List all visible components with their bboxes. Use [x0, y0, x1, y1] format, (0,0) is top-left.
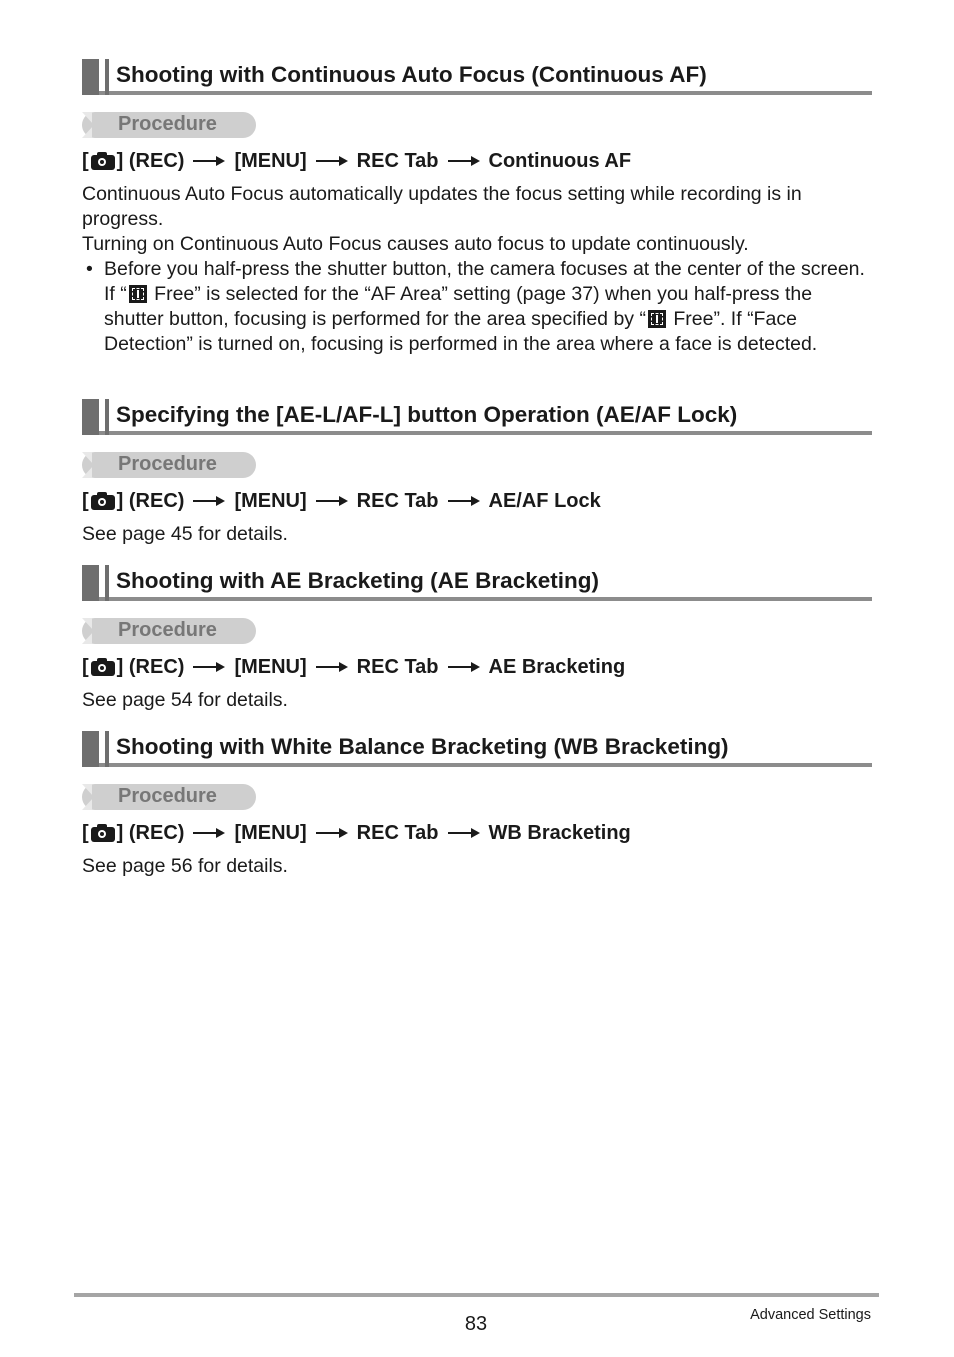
section-body — [82, 688, 872, 713]
path-rec: ] (REC) — [116, 655, 185, 678]
see-page-note: See page 54 for details. — [82, 689, 288, 711]
menu-path — [82, 148, 872, 174]
arrow-right-icon — [448, 828, 480, 838]
footer-divider — [74, 1293, 879, 1297]
bullet-text-part2: Free” is selected for the “AF Area” setting (page 37) when you half-press the shutter button, focusing is performed for the area specified by “ — [104, 283, 813, 330]
section-heading — [82, 59, 872, 95]
af-area-free-icon — [129, 285, 147, 303]
path-rec: ] (REC) — [116, 489, 185, 512]
see-page-note: See page 45 for details. — [82, 523, 288, 545]
heading-text: Shooting with Continuous Auto Focus (Continuous AF) — [116, 62, 707, 87]
arrow-right-icon — [448, 662, 480, 672]
camera-icon — [90, 657, 116, 677]
arrow-right-icon — [193, 828, 225, 838]
section-body — [82, 854, 872, 879]
arrow-right-icon — [316, 156, 348, 166]
path-tab: REC Tab — [356, 489, 439, 512]
bullet-item — [82, 257, 872, 357]
procedure-tag — [82, 618, 256, 644]
arrow-right-icon — [316, 496, 348, 506]
path-open-bracket: [ — [82, 655, 89, 678]
section-heading — [82, 731, 872, 767]
path-item: WB Bracketing — [488, 821, 631, 844]
path-open-bracket: [ — [82, 149, 89, 172]
see-page-note: See page 56 for details. — [82, 855, 288, 877]
procedure-label: Procedure — [118, 453, 217, 475]
arrow-right-icon — [448, 156, 480, 166]
page-number: 83 — [464, 1313, 488, 1335]
heading-bar-marker-thin — [105, 565, 109, 601]
paragraph: Turning on Continuous Auto Focus causes auto focus to update continuously. — [82, 233, 749, 255]
path-tab: REC Tab — [356, 655, 439, 678]
camera-icon — [90, 491, 116, 511]
arrow-right-icon — [193, 662, 225, 672]
arrow-right-icon — [193, 496, 225, 506]
menu-path — [82, 820, 872, 846]
path-item: AE Bracketing — [488, 655, 626, 678]
camera-icon — [90, 823, 116, 843]
heading-bar-marker-thin — [105, 59, 109, 95]
arrow-right-icon — [316, 662, 348, 672]
path-menu: [MENU] — [234, 655, 307, 678]
section-ae-af-lock — [82, 399, 872, 547]
heading-bar-marker — [82, 731, 99, 767]
section-wb-bracketing — [82, 731, 872, 879]
procedure-tag — [82, 784, 256, 810]
bullet-text-part1: Before you half-press the shutter button, the camera focuses at the center of the screen. If “ — [104, 258, 865, 305]
menu-path — [82, 654, 872, 680]
heading-text: Shooting with AE Bracketing (AE Bracketing) — [116, 568, 599, 593]
procedure-label: Procedure — [118, 113, 217, 135]
path-tab: REC Tab — [356, 821, 439, 844]
path-menu: [MENU] — [234, 149, 307, 172]
heading-bar-marker — [82, 565, 99, 601]
path-open-bracket: [ — [82, 489, 89, 512]
path-item: Continuous AF — [488, 149, 632, 172]
section-heading — [82, 565, 872, 601]
af-area-free-icon — [648, 310, 666, 328]
section-body — [82, 522, 872, 547]
paragraph: Continuous Auto Focus automatically updates the focus setting while recording is in progress. — [82, 183, 802, 230]
heading-text: Shooting with White Balance Bracketing (WB Bracketing) — [116, 734, 729, 759]
path-open-bracket: [ — [82, 821, 89, 844]
section-heading — [82, 399, 872, 435]
procedure-tag — [82, 452, 256, 478]
section-body — [82, 182, 872, 357]
heading-text: Specifying the [AE-L/AF-L] button Operation (AE/AF Lock) — [116, 402, 738, 427]
menu-path — [82, 488, 872, 514]
procedure-tag — [82, 112, 256, 138]
bullet-text-part3: Free”. If “Face Detection” is turned on, focusing is performed in the area where a face is detected. — [104, 308, 818, 355]
heading-bar-marker-thin — [105, 399, 109, 435]
arrow-right-icon — [448, 496, 480, 506]
bullet-dot: • — [86, 258, 93, 280]
heading-bar-marker — [82, 59, 99, 95]
heading-bar-marker-thin — [105, 731, 109, 767]
section-continuous-af — [82, 59, 872, 357]
path-rec: ] (REC) — [116, 149, 185, 172]
path-tab: REC Tab — [356, 149, 439, 172]
camera-icon — [90, 151, 116, 171]
path-menu: [MENU] — [234, 821, 307, 844]
section-ae-bracketing — [82, 565, 872, 713]
procedure-label: Procedure — [118, 619, 217, 641]
footer-section-name: Advanced Settings — [750, 1307, 871, 1323]
arrow-right-icon — [193, 156, 225, 166]
arrow-right-icon — [316, 828, 348, 838]
procedure-label: Procedure — [118, 785, 217, 807]
path-menu: [MENU] — [234, 489, 307, 512]
path-rec: ] (REC) — [116, 821, 185, 844]
path-item: AE/AF Lock — [488, 489, 601, 512]
heading-bar-marker — [82, 399, 99, 435]
